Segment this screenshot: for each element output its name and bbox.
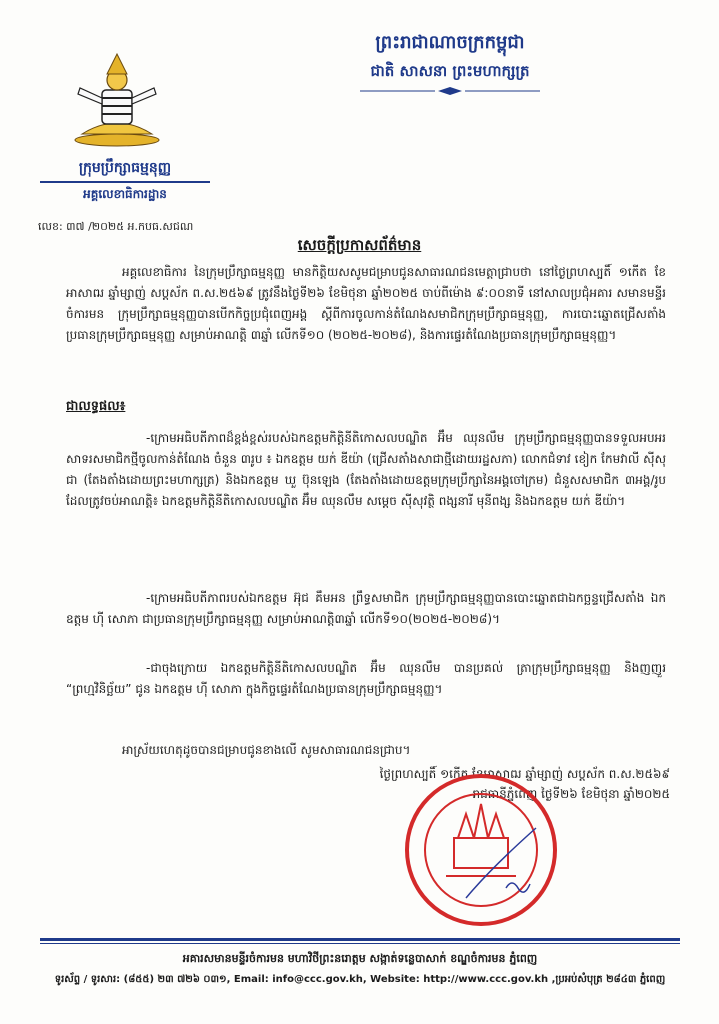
organization-name: ក្រុមប្រឹក្សាធម្មនុញ្ញ [40, 158, 210, 183]
kingdom-heading: ព្រះរាជាណាចក្រកម្ពុជា [375, 32, 525, 53]
lunar-date: ថ្ងៃព្រហស្បតិ៍ ១កើត ខែអាសាឍ ឆ្នាំម្សាញ់ សប្តស័ក ព.ស.២៥៦៩ [379, 767, 670, 781]
intro-paragraph: អគ្គលេខាធិការ នៃក្រុមប្រឹក្សាធម្មនុញ្ញ មានកិត្តិយសសូមជម្រាបជូនសាធារណជនមេត្តាជ្រាបថា នៅថ្ងៃព្រហស្បតិ៍ ១កើត ខែអាសាឍ ឆ្នាំម្សាញ់ សប្តស័ក ព.ស.២៥៦៩ ត្រូវនឹងថ្ងៃទី២៦ ខែមិថុនា ឆ្នាំ២០២៥ ចាប់ពីម៉ោង ៩:០០នាទី នៅសាលប្រជុំអគារ សមានមន្ទីរចំការមន ក្រុមប្រឹក្សាធម្មនុញ្ញបានបើកកិច្ចប្រជុំពេញអង្គ ស្តីពីការចូលកាន់តំណែងសមាជិកក្រុមប្រឹក្សាធម្មនុញ្ញ, ការបោះឆ្នោតជ្រើសតាំងប្រធានក្រុមប្រឹក្សាធម្មនុញ្ញ សម្រាប់អាណត្តិ ៣ឆ្នាំ លើកទី១០ (២០២៥-២០២៨), និងការផ្ទេរតំណែងប្រធានក្រុមប្រឹក្សាធម្មនុញ្ញ។ [66, 265, 666, 342]
divider-ornament [360, 86, 540, 96]
document-title: សេចក្តីប្រកាសព័ត៌មាន [297, 236, 422, 254]
result-paragraph-2: -ក្រោមអធិបតីភាពរបស់ឯកឧត្តម អ៊ុជ គឹមអន ព្រឹទ្ធសមាជិក ក្រុមប្រឹក្សាធម្មនុញ្ញបានបោះឆ្នោតជាឯកច្ឆន្ទជ្រើសតាំង ឯកឧត្តម ហ៊ី សោភា ជាប្រធានក្រុមប្រឹក្សាធម្មនុញ្ញ សម្រាប់អាណត្តិ៣ឆ្នាំ លើកទី១០(២០២៥-២០២៨)។ [66, 591, 666, 626]
secretariat-name: អគ្គលេខាធិការដ្ឋាន [83, 187, 167, 201]
closing-paragraph: អាស្រ័យហេតុដូចបានជម្រាបជូនខាងលើ សូមសាធារណជនជ្រាប។ [122, 743, 411, 757]
national-motto: ជាតិ សាសនា ព្រះមហាក្សត្រ [370, 62, 530, 80]
official-seal-stamp [396, 768, 566, 933]
council-emblem-logo [62, 50, 172, 150]
result-paragraph-3: -ជាចុងក្រោយ ឯកឧត្តមកិត្តិនីតិកោសលបណ្ឌិត អ៊ឹម ឈុនលឹម បានប្រគល់ ត្រាក្រុមប្រឹក្សាធម្មនុញ្ញ និងញញួរ “ព្រហ្មវិនិច្ឆ័យ” ជូន ឯកឧត្តម ហ៊ី សោភា ក្នុងកិច្ចផ្ទេរតំណែងប្រធានក្រុមប្រឹក្សាធម្មនុញ្ញ។ [66, 661, 666, 696]
result-paragraph-1: -ក្រោមអធិបតីភាពដ៏ខ្ពង់ខ្ពស់របស់ឯកឧត្តមកិត្តិនីតិកោសលបណ្ឌិត អ៊ឹម ឈុនលឹម ក្រុមប្រឹក្សាធម្មនុញ្ញបានទទួលអបអរសាទរសមាជិកថ្មីចូលកាន់តំណែង ចំនួន ៣រូប ៖ ឯកឧត្តម យក់ ឌីយ៉ា (ជ្រើសតាំងសាជាថ្មីដោយរដ្ឋសភា) លោកជំទាវ ខៀក កែមវាលី ស៊ីសុជា (តែងតាំងដោយព្រះមហាក្សត្រ) និងឯកឧត្តម ឃួ ប៊ុនឡេង (តែងតាំងដោយឧត្តមក្រុមប្រឹក្សានៃអង្គចៅក្រម) ជំនួសសមាជិក ៣អង្គ/រូប ដែលត្រូវចប់អាណត្តិ៖ ឯកឧត្តមកិត្តិនីតិកោសលបណ្ឌិត អ៊ឹម ឈុនលឹម សម្តេច ស៊ីសុវត្ថិ ពង្សនារី មុនីពង្ស និងឯកឧត្តម យក់ ឌីយ៉ា។ [66, 431, 666, 508]
footer-divider [40, 938, 680, 941]
footer-address: អគារសមានមន្ទីរចំការមន មហាវិថីព្រះនរោត្តម សង្កាត់ទន្លេបាសាក់ ខណ្ឌចំការមន ភ្នំពេញ [182, 952, 538, 965]
footer-contact: ទូរស័ព្ទ / ទូរសារ: (៨៥៥) ២៣ ៧២៦ ០៣១, Email: info@ccc.gov.kh, Website: http://www.ccc.gov.kh ,ប្រអប់សំបុត្រ ២៨៤៣ ភ្នំពេញ [54, 974, 666, 985]
footer-divider-thin [40, 943, 680, 944]
reference-number: លេខ: ៣៧ /២០២៥ អ.កបធ.សជណ [38, 220, 194, 233]
solar-date: រាជធានីភ្នំពេញ ថ្ងៃទី២៦ ខែមិថុនា ឆ្នាំ២០២៥ [472, 787, 670, 801]
results-heading: ជាលទ្ធផល៖ [66, 399, 126, 414]
